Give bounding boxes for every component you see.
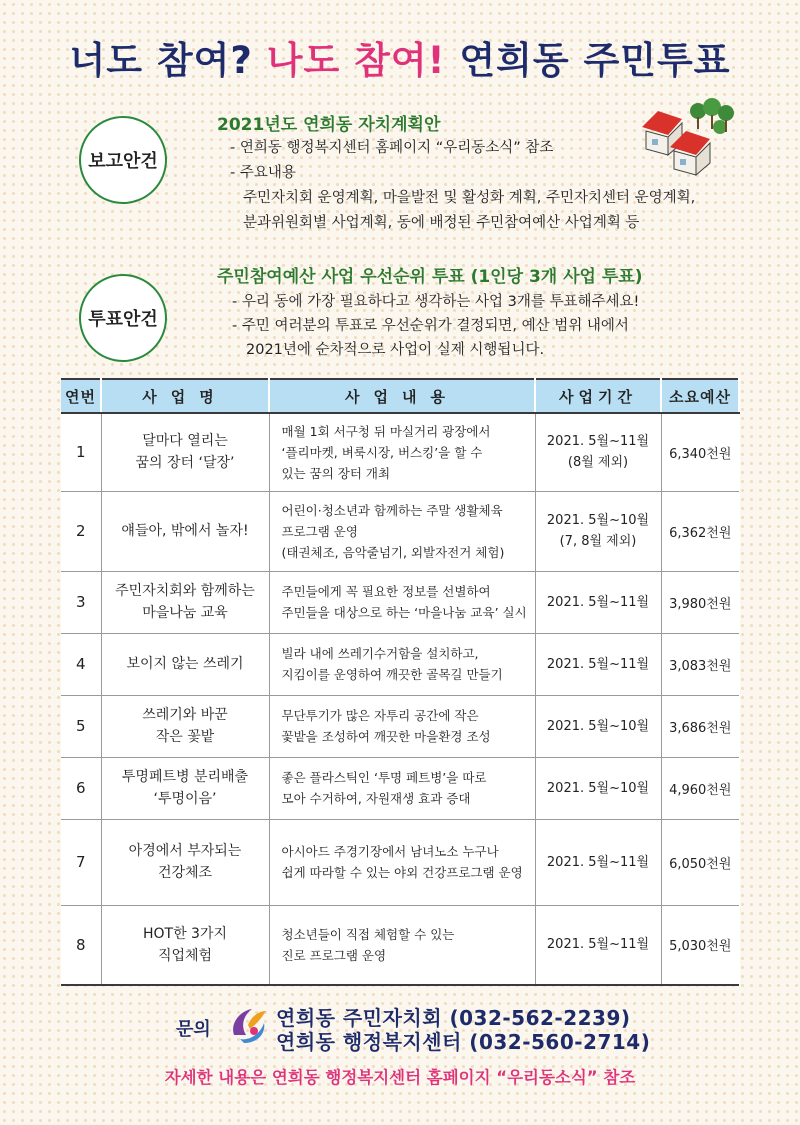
- table-row: [61, 757, 739, 819]
- cell-content: 청소년들이 직접 체험할 수 있는 진로 프로그램 운영: [269, 905, 535, 985]
- title-part1: 너도 참여?: [69, 39, 253, 82]
- contact-label: 문의: [176, 1019, 211, 1040]
- cell-content: 무단투기가 많은 자투리 공간에 작은 꽃밭을 조성하여 깨끗한 마을환경 조성: [269, 695, 535, 757]
- cell-no: 3: [61, 571, 101, 633]
- footer-note: 자세한 내용은 연희동 행정복지센터 홈페이지 “우리동소식” 참조: [164, 1068, 636, 1087]
- report-badge: 보고안건: [79, 116, 167, 204]
- contact-line-1: 연희동 주민자치회 (032-562-2239): [276, 1006, 631, 1030]
- table-row: [61, 633, 739, 695]
- report-line: - 연희동 행정복지센터 홈페이지 “우리동소식” 참조: [230, 140, 554, 156]
- page-title: [0, 30, 800, 84]
- cell-no: 5: [61, 695, 101, 757]
- houses-with-trees-icon: [640, 97, 740, 177]
- report-line: 분과위원회별 사업계획, 동에 배정된 주민참여예산 사업계획 등: [243, 215, 640, 231]
- cell-content: 아시아드 주경기장에서 남녀노소 누구나 쉽게 따라할 수 있는 야외 건강프로그램 운영: [269, 819, 535, 905]
- cell-budget: 3,980천원: [661, 571, 739, 633]
- title-part3: 연희동 주민투표: [459, 39, 731, 82]
- contact-line-2: 연희동 행정복지센터 (032-560-2714): [276, 1030, 651, 1054]
- cell-budget: 6,340천원: [661, 413, 739, 491]
- report-heading: 2021년도 연희동 자치계획안: [217, 115, 441, 135]
- cell-content: 매월 1회 서구청 뒤 마실거리 광장에서 ‘플리마켓, 벼룩시장, 버스킹’을 할 수 있는 꿈의 장터 개최: [269, 413, 535, 491]
- cell-name: 보이지 않는 쓰레기: [101, 633, 269, 695]
- projects-table: [61, 378, 740, 986]
- vote-line: - 우리 동에 가장 필요하다고 생각하는 사업 3개를 투표해주세요!: [232, 294, 640, 310]
- cell-name: 얘들아, 밖에서 놀자!: [101, 491, 269, 571]
- cell-no: 8: [61, 905, 101, 985]
- header-content: 사업내용: [269, 379, 535, 413]
- cell-period: 2021. 5월~10월 (7, 8월 제외): [535, 491, 661, 571]
- cell-budget: 6,050천원: [661, 819, 739, 905]
- cell-name: 아경에서 부자되는 건강체조: [101, 819, 269, 905]
- table-row: [61, 819, 739, 905]
- cell-no: 7: [61, 819, 101, 905]
- cell-budget: 6,362천원: [661, 491, 739, 571]
- cell-period: 2021. 5월~11월: [535, 905, 661, 985]
- table-row: [61, 413, 739, 491]
- header-period: 사업기간: [535, 379, 661, 413]
- seo-gu-logo-icon: [226, 1001, 270, 1047]
- cell-content: 좋은 플라스틱인 ‘투명 페트병’을 따로 모아 수거하여, 자원재생 효과 증대: [269, 757, 535, 819]
- header-no: 연번: [61, 379, 101, 413]
- table-header-row: [61, 379, 739, 413]
- vote-line: - 주민 여러분의 투표로 우선순위가 결정되면, 예산 범위 내에서: [232, 318, 629, 334]
- cell-period: 2021. 5월~11월: [535, 819, 661, 905]
- cell-budget: 4,960천원: [661, 757, 739, 819]
- table-row: [61, 905, 739, 985]
- table-row: [61, 491, 739, 571]
- vote-heading: 주민참여예산 사업 우선순위 투표 (1인당 3개 사업 투표): [217, 267, 643, 287]
- cell-name: 주민자치회와 함께하는 마을나눔 교육: [101, 571, 269, 633]
- table-row: [61, 571, 739, 633]
- cell-period: 2021. 5월~11월: [535, 571, 661, 633]
- table-row: [61, 695, 739, 757]
- cell-content: 주민들에게 꼭 필요한 정보를 선별하여 주민들을 대상으로 하는 ‘마을나눔 교육’ 실시: [269, 571, 535, 633]
- cell-period: 2021. 5월~11월: [535, 633, 661, 695]
- header-name: 사업명: [101, 379, 269, 413]
- header-budget: 소요예산: [661, 379, 739, 413]
- cell-period: 2021. 5월~11월 (8월 제외): [535, 413, 661, 491]
- cell-name: 쓰레기와 바꾼 작은 꽃밭: [101, 695, 269, 757]
- cell-content: 어린이·청소년과 함께하는 주말 생활체육 프로그램 운영 (태권체조, 음악줄넘기, 외발자전거 체험): [269, 491, 535, 571]
- cell-budget: 3,083천원: [661, 633, 739, 695]
- cell-period: 2021. 5월~10월: [535, 757, 661, 819]
- report-line: - 주요내용: [230, 165, 296, 181]
- cell-name: HOT한 3가지 직업체험: [101, 905, 269, 985]
- cell-name: 달마다 열리는 꿈의 장터 ‘달장’: [101, 413, 269, 491]
- cell-budget: 5,030천원: [661, 905, 739, 985]
- vote-badge: 투표안건: [79, 274, 167, 362]
- cell-no: 1: [61, 413, 101, 491]
- title-part2: 나도 참여!: [266, 39, 446, 82]
- cell-no: 2: [61, 491, 101, 571]
- vote-line: 2021년에 순차적으로 사업이 실제 시행됩니다.: [246, 342, 545, 358]
- report-line: 주민자치회 운영계획, 마을발전 및 활성화 계획, 주민자치센터 운영계획,: [243, 190, 696, 206]
- cell-name: 투명페트병 분리배출 ‘투명이음’: [101, 757, 269, 819]
- cell-period: 2021. 5월~10월: [535, 695, 661, 757]
- cell-content: 빌라 내에 쓰레기수거함을 설치하고, 지킴이를 운영하여 깨끗한 골목길 만들기: [269, 633, 535, 695]
- cell-budget: 3,686천원: [661, 695, 739, 757]
- cell-no: 4: [61, 633, 101, 695]
- cell-no: 6: [61, 757, 101, 819]
